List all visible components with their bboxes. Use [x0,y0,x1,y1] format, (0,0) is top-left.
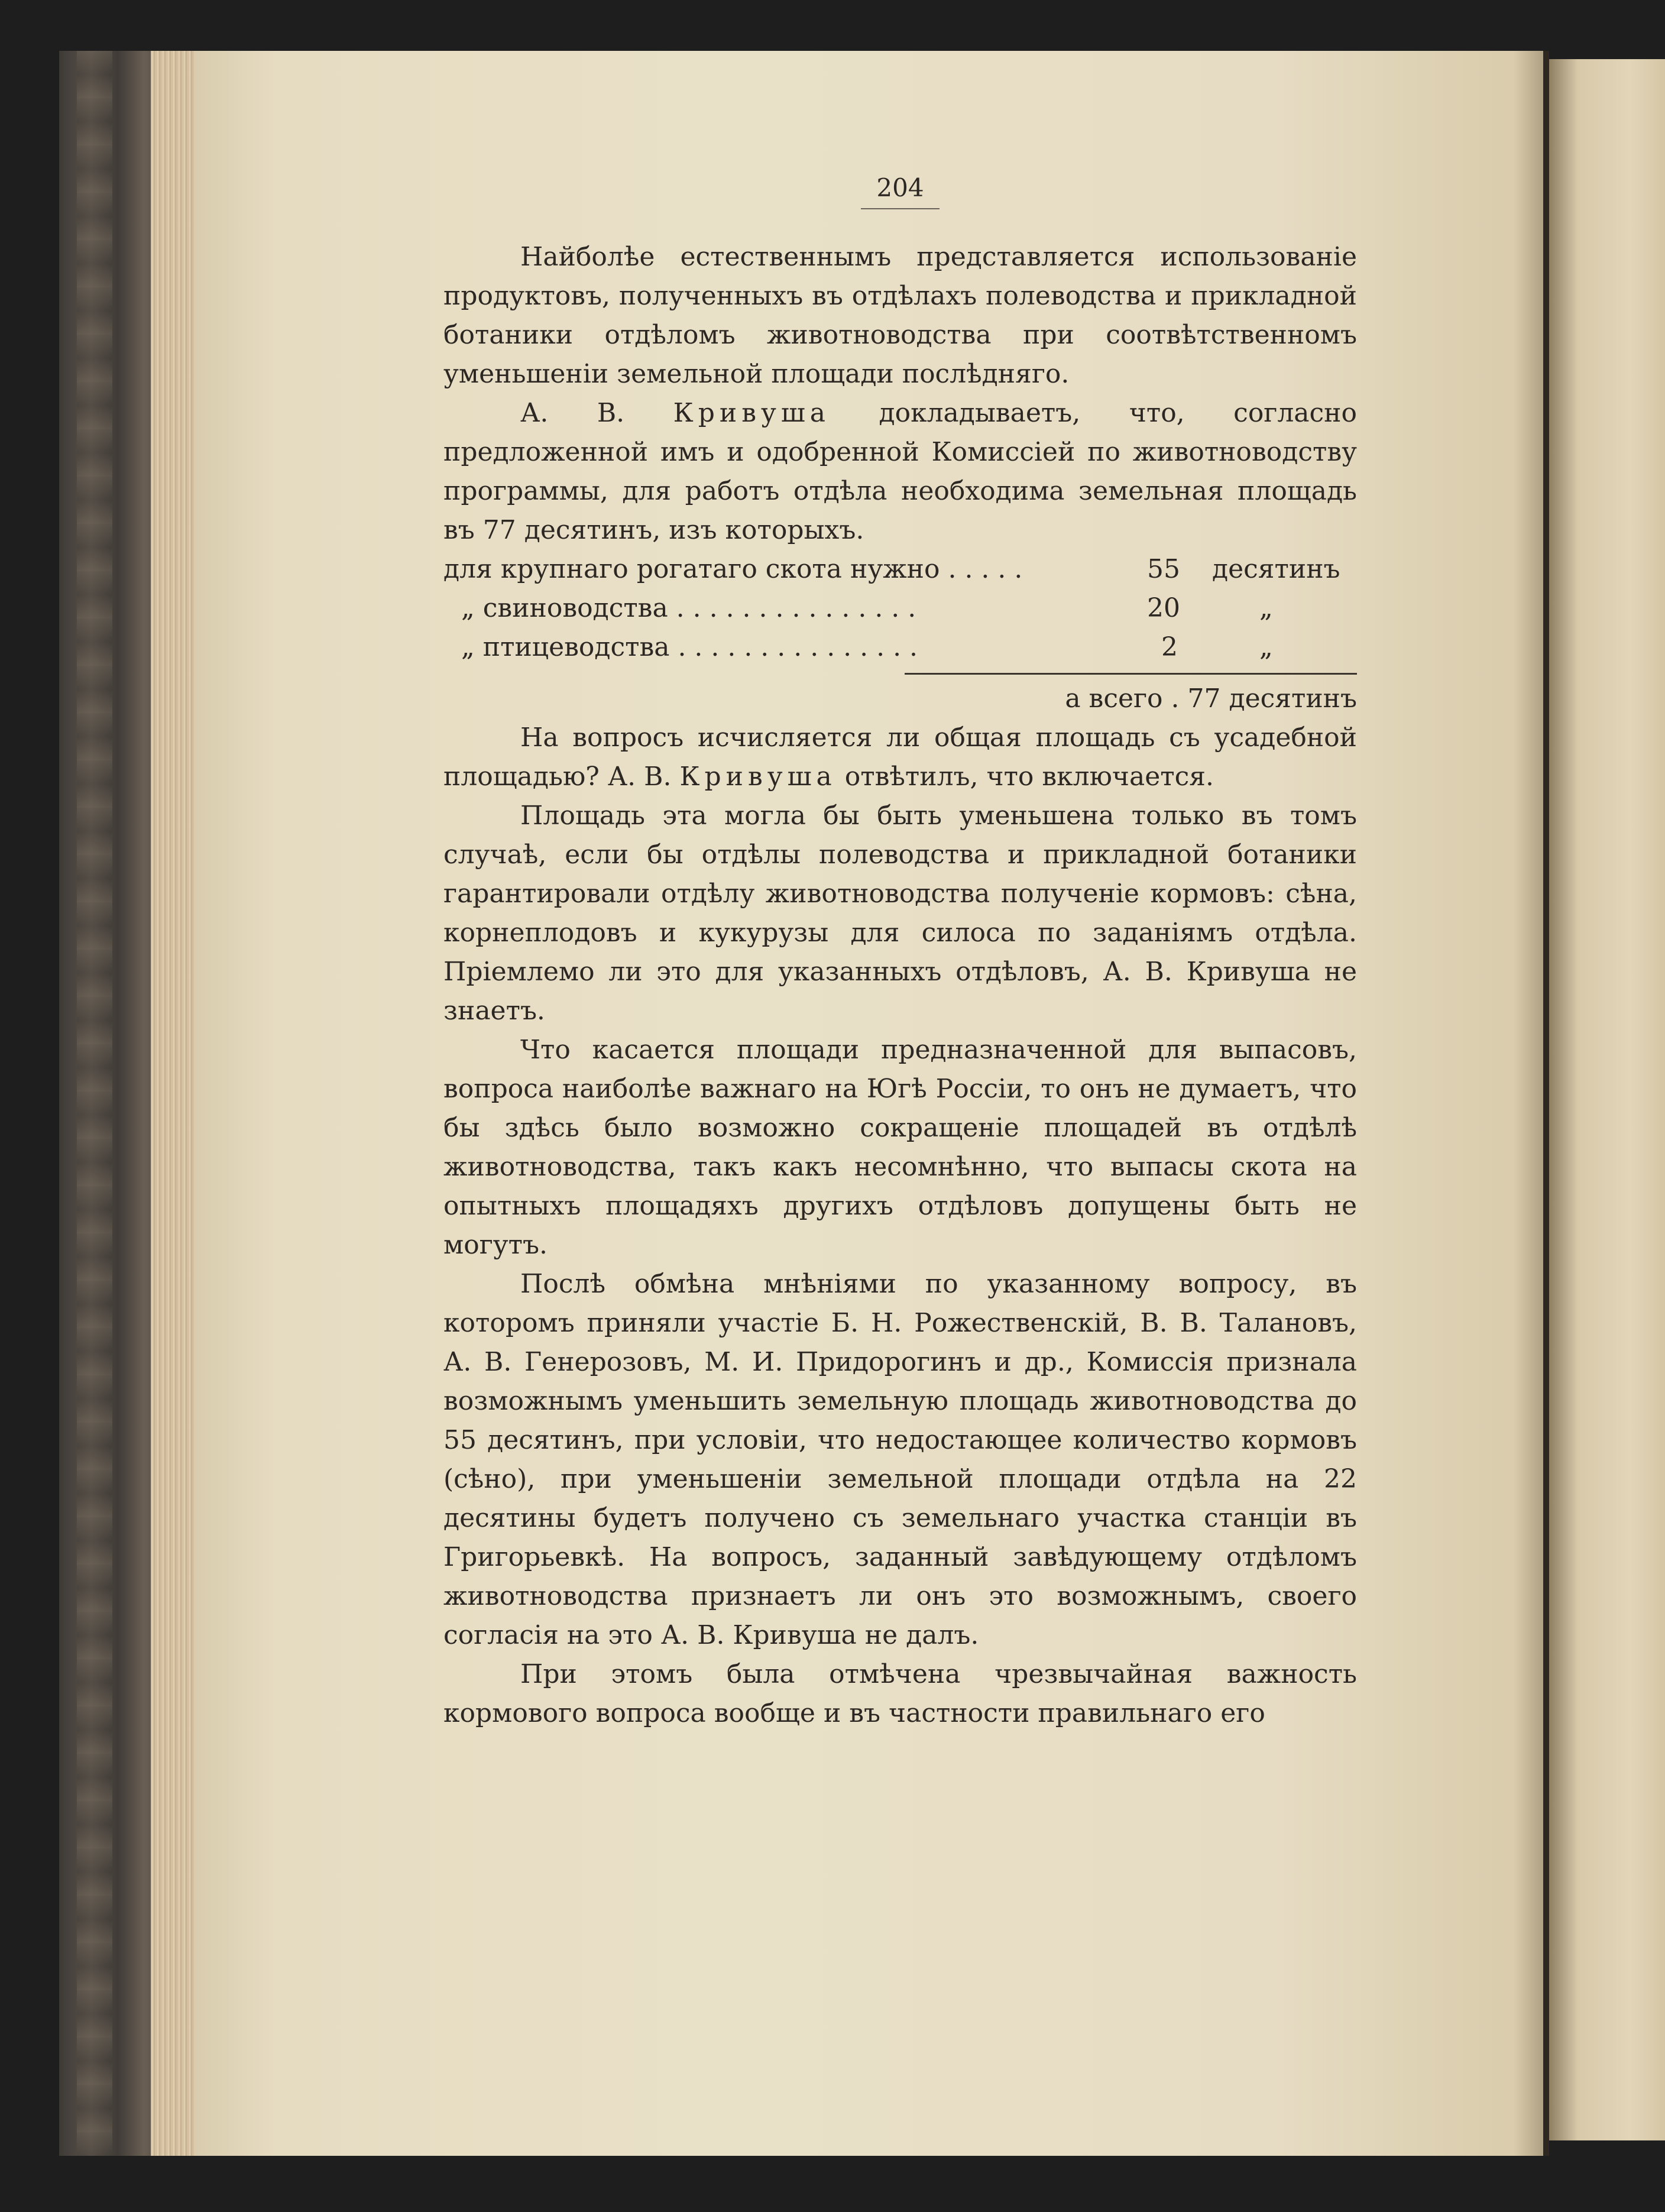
question-end: отвѣтилъ, что включается. [836,762,1214,792]
table-row [443,628,1357,667]
row-unit: „ [1259,632,1273,662]
row-value: 55 [1147,554,1180,584]
next-page-edge [1549,59,1665,2140]
table-row [443,550,1357,589]
area-table [443,550,1357,718]
gutter-shadow [1514,51,1549,2156]
paragraph: Что касается площади предназначенной для выпасовъ, вопроса наиболѣе важнаго на Югѣ Россіи, то онъ не думаетъ, что бы здѣсь было возможно сокращеніе площадей въ отдѣлѣ животноводства, такъ какъ несомнѣнно, что выпасы скота на опытныхъ площадяхъ другихъ отдѣловъ допущены быть не могутъ. [443,1035,1357,1260]
paragraph-question [443,718,1357,796]
paragraph: Послѣ обмѣна мнѣніями по указанному вопросу, въ которомъ приняли участіе Б. Н. Рожественскій, В. В. Талановъ, А. В. Генерозовъ, М. И. Придорогинъ и др., Комиссія признала возможнымъ уменьшить земельную площадь животноводства до 55 десятинъ, при условіи, что недостающее количество кормовъ (сѣно), при уменьшеніи земельной площади отдѣла на 22 десятины будетъ получено съ земельнаго участка станціи въ Григорьевкѣ. На вопросъ, заданный завѣдующему отдѣломъ животноводства признаетъ ли онъ это возможнымъ, своего согласія на это А. В. Кривуша не далъ. [443,1269,1357,1650]
paragraph: При этомъ была отмѣчена чрезвычайная важность кормового вопроса вообще и въ частности правильнаго его [443,1659,1357,1728]
row-label: для крупнаго рогатаго скота нужно . . . . . [443,554,1023,584]
book-cover-edge [59,51,166,2156]
page-text [443,171,1357,1733]
table-total: а всего . 77 десятинъ [1065,684,1357,714]
row-label: „ свиноводства . . . . . . . . . . . . . . . [461,593,916,623]
row-value: 2 [1161,632,1178,662]
question-text: На вопросъ исчисляется ли общая площадь съ усадебной площадью? А. В. [443,723,1357,792]
row-unit: „ [1259,593,1273,623]
report-name: Кривуша [673,398,830,428]
paragraph-intro: Найболѣе естественнымъ представляется использованіе продуктовъ, полученныхъ въ отдѣлахъ полеводства и прикладной ботаники отдѣломъ животноводства при соотвѣтственномъ уменьшеніи земельной площади послѣдняго. [443,242,1357,389]
report-prefix: А. В. [520,398,673,428]
paragraph: Площадь эта могла бы быть уменьшена только въ томъ случаѣ, если бы отдѣлы полеводства и прикладной ботаники гарантировали отдѣлу животноводства полученіе кормовъ: сѣна, корнеплодовъ и кукурузы для силоса по заданіямъ отдѣла. Пріемлемо ли это для указанныхъ отдѣловъ, А. В. Кривуша не знаетъ. [443,801,1357,1026]
row-label: „ птицеводства . . . . . . . . . . . . . . . [461,632,918,662]
page-edges [151,51,198,2156]
question-name: Кривуша [679,762,837,792]
report-text: докладываетъ, что, согласно предложенной имъ и одобренной Комиссіей по животноводству программы, для работъ отдѣла необходима земельная площадь въ 77 десятинъ, изъ которыхъ. [443,398,1358,545]
table-row [443,589,1357,628]
row-value: 20 [1147,593,1180,623]
paragraph-report [443,394,1357,550]
sum-rule [905,673,1357,675]
page-number [443,171,1357,209]
row-unit: десятинъ [1212,554,1340,584]
page-number-text: 204 [861,171,939,209]
